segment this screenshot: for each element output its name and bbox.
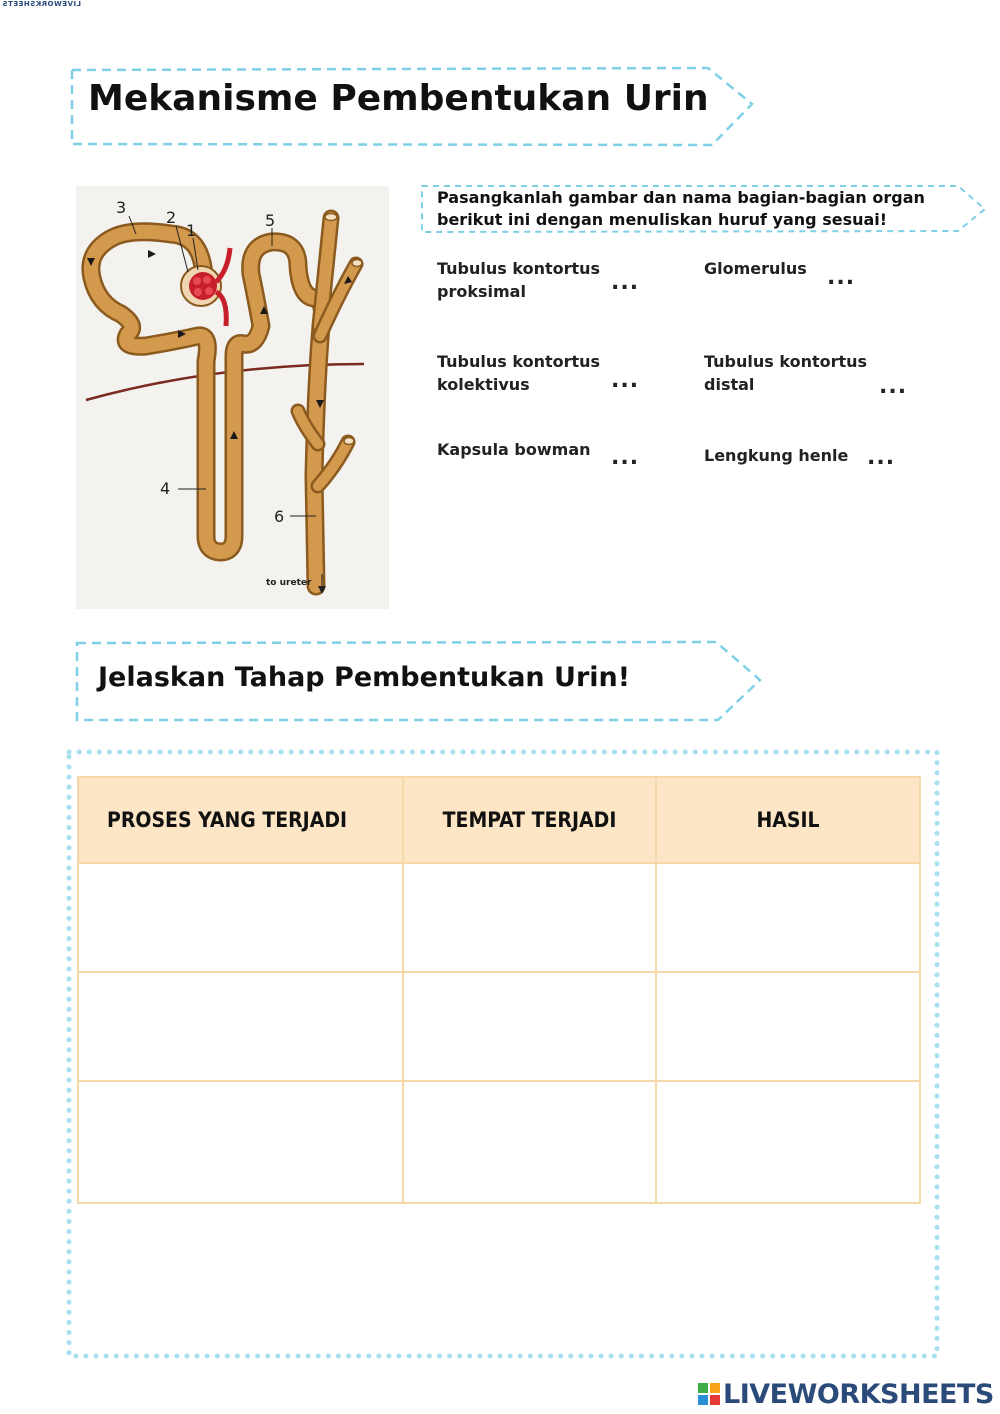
answer-blank-kapsula-bowman[interactable]: ... [611, 445, 640, 470]
term-glomerulus: Glomerulus [704, 259, 807, 278]
answer-cell[interactable] [656, 972, 920, 1081]
diagram-label-3: 3 [116, 198, 127, 217]
footer-brand [698, 1379, 994, 1410]
table-row [78, 863, 920, 972]
header-hasil: HASIL [656, 777, 920, 863]
diagram-label-6: 6 [274, 507, 285, 526]
diagram-label-5: 5 [265, 211, 276, 230]
header-proses: PROSES YANG TERJADI [78, 777, 403, 863]
answer-blank-glomerulus[interactable]: ... [827, 265, 856, 290]
answer-cell[interactable] [403, 972, 656, 1081]
diagram-label-ureter: to ureter [266, 578, 312, 588]
liveworksheets-logo-icon [698, 1383, 720, 1405]
term-distal: Tubulus kontortus distal [704, 352, 868, 394]
table-row [78, 972, 920, 1081]
instruction-text: Pasangkanlah gambar dan nama bagian-bagian organ berikut ini dengan menuliskan huruf yang sesuai! [437, 188, 925, 229]
answer-cell[interactable] [403, 1081, 656, 1203]
answer-cell[interactable] [78, 1081, 403, 1203]
nephron-drawing [76, 186, 389, 609]
header-tempat: TEMPAT TERJADI [403, 777, 656, 863]
urine-process-table [77, 776, 921, 1204]
page-title: Mekanisme Pembentukan Urin [88, 78, 709, 119]
answer-blank-proksimal[interactable]: ... [611, 270, 640, 295]
answer-cell[interactable] [403, 863, 656, 972]
term-proksimal: Tubulus kontortus proksimal [437, 259, 601, 301]
answer-cell[interactable] [78, 863, 403, 972]
term-kolektivus: Tubulus kontortus kolektivus [437, 352, 601, 394]
term-kapsula-bowman: Kapsula bowman [437, 440, 591, 459]
section2-title: Jelaskan Tahap Pembentukan Urin! [98, 662, 631, 693]
answer-cell[interactable] [656, 863, 920, 972]
table-header-row [78, 777, 920, 863]
answer-blank-lengkung-henle[interactable]: ... [867, 445, 896, 470]
term-lengkung-henle: Lengkung henle [704, 446, 849, 465]
diagram-label-1: 1 [186, 221, 197, 240]
corner-logo: LIVEWORKSHEETS [2, 0, 82, 8]
diagram-label-2: 2 [166, 208, 177, 227]
answer-blank-kolektivus[interactable]: ... [611, 368, 640, 393]
footer-brand-text: LIVEWORKSHEETS [723, 1379, 994, 1410]
nephron-diagram [76, 186, 389, 609]
answer-blank-distal[interactable]: ... [879, 374, 908, 399]
table-row [78, 1081, 920, 1203]
answer-cell[interactable] [78, 972, 403, 1081]
diagram-label-4: 4 [160, 479, 171, 498]
answer-cell[interactable] [656, 1081, 920, 1203]
